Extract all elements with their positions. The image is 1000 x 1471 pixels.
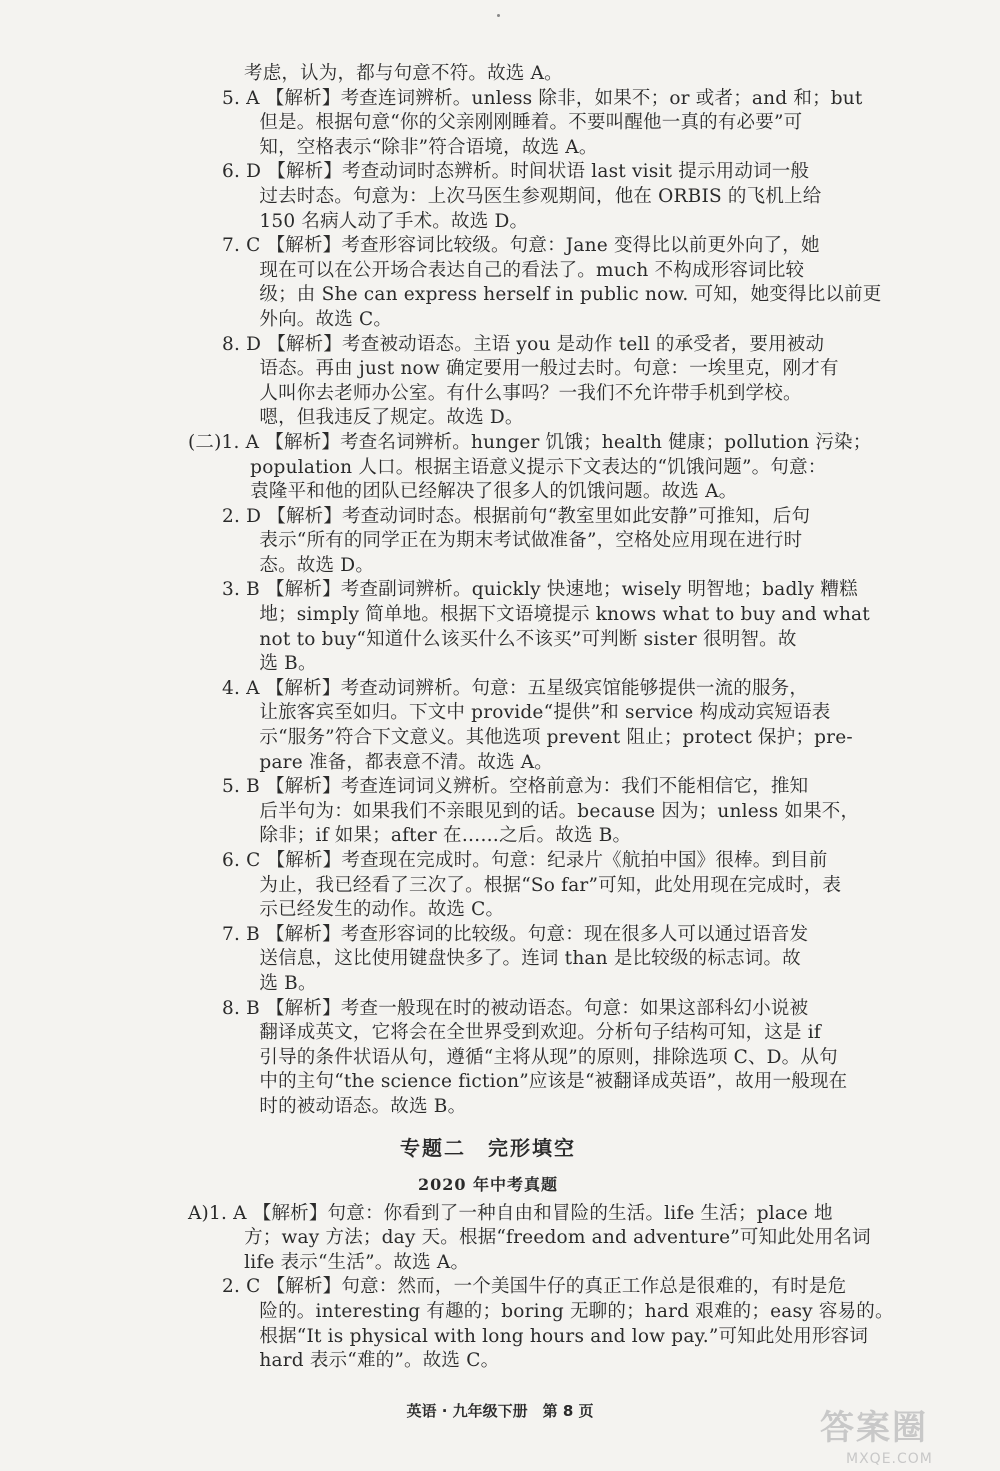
answer-line: 让旅客宾至如归。下文中 provide“提供”和 service 构成动宾短语表 xyxy=(222,702,831,724)
answer-line: 5. B 【解析】考查连词词义辨析。空格前意为：我们不能相信它，推知 xyxy=(222,776,809,798)
answer-line: 除非；if 如果；after 在……之后。故选 B。 xyxy=(222,825,632,847)
answer-entry xyxy=(188,431,872,505)
answer-line: 态。故选 D。 xyxy=(222,554,375,576)
answer-line: life 表示“生活”。故选 A。 xyxy=(188,1251,470,1273)
watermark-main-text: 答案圈 xyxy=(820,1408,928,1448)
answer-entry xyxy=(188,505,811,579)
answer-line: 考虑，认为，都与句意不符。故选 A。 xyxy=(244,63,563,84)
answer-content xyxy=(188,62,894,1374)
answer-line: 引导的条件状语从句，遵循“主将从现”的原则，排除选项 C、D。从句 xyxy=(222,1046,838,1068)
answer-line: 4. A 【解析】考查动词辨析。句意：五星级宾馆能够提供一流的服务， xyxy=(222,677,809,699)
answer-line: 嗯，但我违反了规定。故选 D。 xyxy=(222,407,524,429)
answer-line: 7. C 【解析】考查形容词比较级。句意：Jane 变得比以前更外向了，她 xyxy=(222,235,820,257)
sub-heading: 2020 年中考真题 xyxy=(417,1174,559,1194)
answer-entry xyxy=(188,775,860,849)
answer-entry xyxy=(188,234,882,332)
answer-line: 150 名病人动了手术。故选 D。 xyxy=(222,210,529,232)
answer-line: pare 准备，都表意不清。故选 A。 xyxy=(222,751,553,773)
answer-entry xyxy=(188,923,809,997)
answer-line: 选 B。 xyxy=(222,972,317,994)
answer-entry xyxy=(188,1202,871,1276)
answer-line: 表示“所有的同学正在为期末考试做准备”，空格处应用现在进行时 xyxy=(222,530,803,552)
answer-line: population 人口。根据主语意义提示下文表达的“饥饿问题”。句意： xyxy=(188,456,827,478)
answer-entry xyxy=(188,160,822,234)
answer-line: 翻译成英文，它将会在全世界受到欢迎。分析句子结构可知，这是 if xyxy=(222,1022,821,1044)
answer-line: not to buy“知道什么该买什么不该买”可判断 sister 很明智。故 xyxy=(222,628,797,650)
answer-line: 为止，我已经看了三次了。根据“So far”可知，此处用现在完成时，表 xyxy=(222,874,842,896)
answer-entry xyxy=(188,62,788,87)
watermark-sub-text: MXQE.COM xyxy=(846,1451,933,1467)
answer-line: 方；way 方法；day 天。根据“freedom and adventure”可知此处用名词 xyxy=(188,1227,871,1249)
answer-line: 3. B 【解析】考查副词辨析。quickly 快速地；wisely 明智地；badly 糟糕 xyxy=(222,579,858,601)
answer-entry xyxy=(188,677,853,775)
answer-entry xyxy=(188,578,870,676)
answer-line: 8. B 【解析】考查一般现在时的被动语态。句意：如果这部科幻小说被 xyxy=(222,997,809,1019)
answer-line: 时的被动语态。故选 B。 xyxy=(222,1095,467,1117)
answer-entry xyxy=(188,849,842,923)
answer-line: 现在可以在公开场合表达自己的看法了。much 不构成形容词比较 xyxy=(222,259,805,281)
answer-line: 后半句为：如果我们不亲眼见到的话。because 因为；unless 如果不， xyxy=(222,800,860,822)
answer-line: 外向。故选 C。 xyxy=(222,308,393,330)
answer-line: 选 B。 xyxy=(222,653,317,675)
answer-line: 过去时态。句意为：上次马医生参观期间，他在 ORBIS 的飞机上给 xyxy=(222,185,822,207)
answer-line: 6. D 【解析】考查动词时态辨析。时间状语 last visit 提示用动词一般 xyxy=(222,161,810,183)
answer-line: A)1. A 【解析】句意：你看到了一种自由和冒险的生活。life 生活；place 地 xyxy=(188,1202,833,1224)
answer-line: 袁隆平和他的团队已经解决了很多人的饥饿问题。故选 A。 xyxy=(188,481,738,503)
answer-line: 7. B 【解析】考查形容词的比较级。句意：现在很多人可以通过语音发 xyxy=(222,923,809,945)
answer-line: 人叫你去老师办公室。有什么事吗？一我们不允许带手机到学校。 xyxy=(222,382,802,404)
answer-line: 中的主句“the science fiction”应该是“被翻译成英语”，故用一般现在 xyxy=(222,1071,848,1093)
answer-line: 5. A 【解析】考查连词辨析。unless 除非，如果不；or 或者；and 和；but xyxy=(222,87,863,109)
answer-line: 级；由 She can express herself in public now. 可知，她变得比以前更 xyxy=(222,284,882,306)
answer-line: 2. D 【解析】考查动词时态。根据前句“教室里如此安静”可推知，后句 xyxy=(222,505,811,527)
answer-entry xyxy=(188,333,839,431)
answer-line: 2. C 【解析】句意：然而，一个美国牛仔的真正工作总是很难的，有时是危 xyxy=(222,1276,847,1298)
answer-line: hard 表示“难的”。故选 C。 xyxy=(222,1350,500,1372)
section-heading: 专题二 完形填空 xyxy=(400,1135,576,1160)
answer-list-1 xyxy=(188,62,882,1120)
answer-line: 根据“It is physical with long hours and low pay.”可知此处用形容词 xyxy=(222,1325,869,1347)
answer-list-2 xyxy=(188,1202,894,1374)
answer-line: 6. C 【解析】考查现在完成时。句意：纪录片《航拍中国》很棒。到目前 xyxy=(222,850,828,871)
answer-line: 但是。根据句意“你的父亲刚刚睡着。不要叫醒他一真的有必要”可 xyxy=(222,112,803,134)
answer-line: 险的。interesting 有趣的；boring 无聊的；hard 艰难的；easy 容易的。 xyxy=(222,1300,894,1322)
answer-line: 知，空格表示“除非”符合语境，故选 A。 xyxy=(222,136,598,158)
answer-line: 语态。再由 just now 确定要用一般过去时。句意：一埃里克，刚才有 xyxy=(222,358,839,380)
answer-line: 示“服务”符合下文意义。其他选项 prevent 阻止；protect 保护；pre- xyxy=(222,727,853,749)
answer-entry xyxy=(188,1275,894,1373)
answer-entry xyxy=(188,87,863,161)
answer-line: 8. D 【解析】考查被动语态。主语 you 是动作 tell 的承受者，要用被动 xyxy=(222,333,825,355)
answer-line: 地；simply 简单地。根据下文语境提示 knows what to buy and what xyxy=(222,604,870,626)
watermark-logo xyxy=(820,1400,990,1467)
scan-dot xyxy=(497,14,500,17)
answer-line: (二)1. A 【解析】考查名词辨析。hunger 饥饿；health 健康；pollution 污染； xyxy=(188,431,872,453)
answer-entry xyxy=(188,997,848,1120)
page-footer: 英语 · 九年级下册 第 8 页 xyxy=(406,1402,594,1420)
answer-line: 示已经发生的动作。故选 C。 xyxy=(222,899,505,921)
answer-line: 送信息，这比使用键盘快多了。连词 than 是比较级的标志词。故 xyxy=(222,948,801,970)
